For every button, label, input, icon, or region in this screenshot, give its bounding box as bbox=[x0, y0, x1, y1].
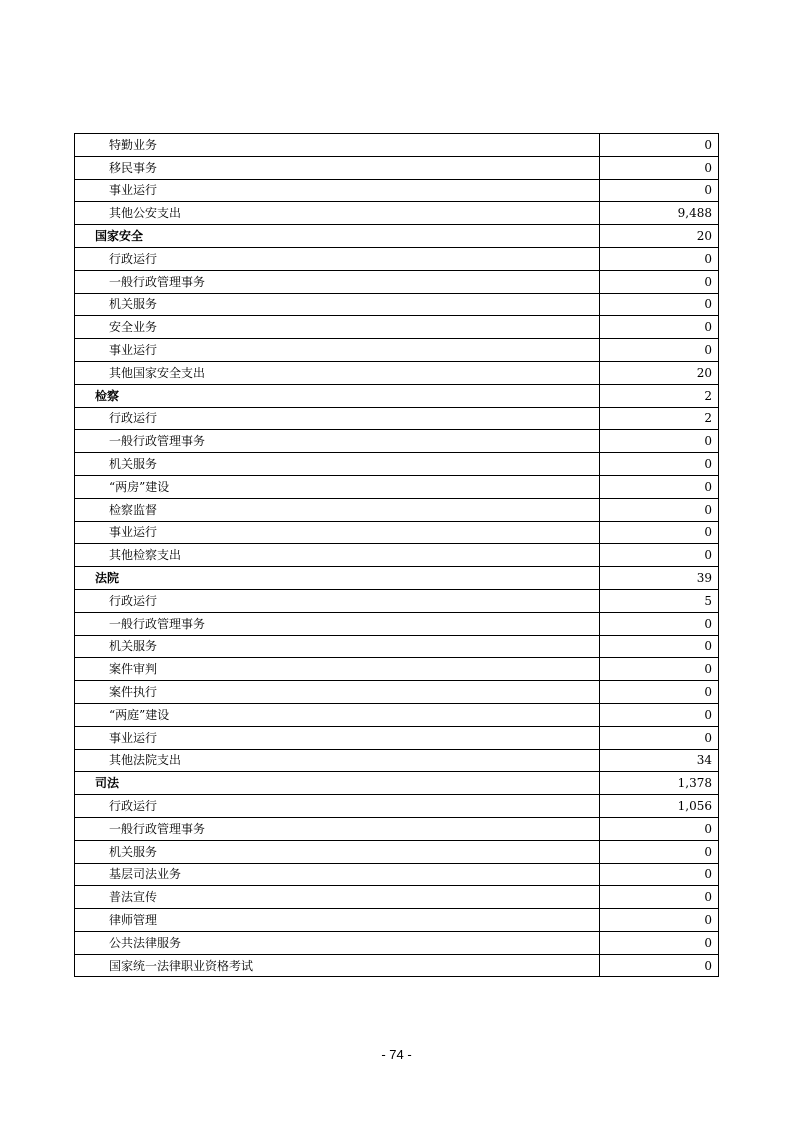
amount-cell: 0 bbox=[600, 703, 719, 726]
item-name: 机关服务 bbox=[75, 635, 600, 658]
table-row bbox=[75, 156, 719, 179]
item-name: 行政运行 bbox=[75, 407, 600, 430]
amount-cell: 0 bbox=[600, 658, 719, 681]
item-name: 基层司法业务 bbox=[75, 863, 600, 886]
amount-cell: 0 bbox=[600, 909, 719, 932]
amount-cell: 1,378 bbox=[600, 772, 719, 795]
table-row bbox=[75, 293, 719, 316]
item-name: 公共法律服务 bbox=[75, 931, 600, 954]
item-name: “两房”建设 bbox=[75, 475, 600, 498]
amount-cell: 0 bbox=[600, 498, 719, 521]
table-row bbox=[75, 521, 719, 544]
table-row bbox=[75, 589, 719, 612]
item-name: 其他检察支出 bbox=[75, 544, 600, 567]
item-name: 安全业务 bbox=[75, 316, 600, 339]
table-row bbox=[75, 179, 719, 202]
item-name: 行政运行 bbox=[75, 795, 600, 818]
amount-cell: 0 bbox=[600, 475, 719, 498]
table-row bbox=[75, 612, 719, 635]
table-row bbox=[75, 270, 719, 293]
item-name: 事业运行 bbox=[75, 179, 600, 202]
amount-cell: 0 bbox=[600, 886, 719, 909]
category-name: 检察 bbox=[75, 384, 600, 407]
table-row bbox=[75, 749, 719, 772]
item-name: 其他法院支出 bbox=[75, 749, 600, 772]
item-name: 检察监督 bbox=[75, 498, 600, 521]
amount-cell: 0 bbox=[600, 681, 719, 704]
amount-cell: 39 bbox=[600, 567, 719, 590]
item-name: 事业运行 bbox=[75, 726, 600, 749]
table-row bbox=[75, 954, 719, 977]
category-name: 国家安全 bbox=[75, 225, 600, 248]
item-name: 机关服务 bbox=[75, 293, 600, 316]
item-name: 普法宣传 bbox=[75, 886, 600, 909]
table-row bbox=[75, 247, 719, 270]
category-name: 司法 bbox=[75, 772, 600, 795]
amount-cell: 0 bbox=[600, 430, 719, 453]
table-row bbox=[75, 886, 719, 909]
item-name: 其他公安支出 bbox=[75, 202, 600, 225]
amount-cell: 0 bbox=[600, 339, 719, 362]
item-name: 移民事务 bbox=[75, 156, 600, 179]
amount-cell: 5 bbox=[600, 589, 719, 612]
table-row bbox=[75, 453, 719, 476]
table-row bbox=[75, 795, 719, 818]
amount-cell: 0 bbox=[600, 156, 719, 179]
amount-cell: 0 bbox=[600, 134, 719, 157]
item-name: 行政运行 bbox=[75, 247, 600, 270]
table-row bbox=[75, 339, 719, 362]
item-name: 案件执行 bbox=[75, 681, 600, 704]
table-row bbox=[75, 544, 719, 567]
amount-cell: 34 bbox=[600, 749, 719, 772]
amount-cell: 0 bbox=[600, 316, 719, 339]
amount-cell: 0 bbox=[600, 270, 719, 293]
item-name: 机关服务 bbox=[75, 840, 600, 863]
amount-cell: 0 bbox=[600, 544, 719, 567]
item-name: 一般行政管理事务 bbox=[75, 817, 600, 840]
item-name: 事业运行 bbox=[75, 339, 600, 362]
table-row bbox=[75, 475, 719, 498]
amount-cell: 0 bbox=[600, 453, 719, 476]
amount-cell: 0 bbox=[600, 247, 719, 270]
table-row bbox=[75, 407, 719, 430]
item-name: 一般行政管理事务 bbox=[75, 430, 600, 453]
table-row bbox=[75, 202, 719, 225]
amount-cell: 0 bbox=[600, 954, 719, 977]
table-row bbox=[75, 498, 719, 521]
table-row bbox=[75, 840, 719, 863]
amount-cell: 0 bbox=[600, 635, 719, 658]
item-name: 其他国家安全支出 bbox=[75, 361, 600, 384]
amount-cell: 0 bbox=[600, 817, 719, 840]
category-name: 法院 bbox=[75, 567, 600, 590]
amount-cell: 0 bbox=[600, 726, 719, 749]
item-name: 行政运行 bbox=[75, 589, 600, 612]
table-row bbox=[75, 863, 719, 886]
table-body bbox=[75, 134, 719, 977]
table-row bbox=[75, 703, 719, 726]
item-name: 一般行政管理事务 bbox=[75, 270, 600, 293]
amount-cell: 20 bbox=[600, 225, 719, 248]
amount-cell: 0 bbox=[600, 521, 719, 544]
table-row bbox=[75, 909, 719, 932]
category-row bbox=[75, 225, 719, 248]
item-name: 律师管理 bbox=[75, 909, 600, 932]
amount-cell: 0 bbox=[600, 840, 719, 863]
table-row bbox=[75, 658, 719, 681]
page-number: - 74 - bbox=[381, 1047, 412, 1062]
item-name: 案件审判 bbox=[75, 658, 600, 681]
table-row bbox=[75, 430, 719, 453]
amount-cell: 0 bbox=[600, 293, 719, 316]
table-row bbox=[75, 361, 719, 384]
amount-cell: 2 bbox=[600, 384, 719, 407]
table-row bbox=[75, 681, 719, 704]
table-row bbox=[75, 817, 719, 840]
category-row bbox=[75, 772, 719, 795]
amount-cell: 2 bbox=[600, 407, 719, 430]
amount-cell: 1,056 bbox=[600, 795, 719, 818]
item-name: 国家统一法律职业资格考试 bbox=[75, 954, 600, 977]
amount-cell: 0 bbox=[600, 179, 719, 202]
table-row bbox=[75, 134, 719, 157]
item-name: 一般行政管理事务 bbox=[75, 612, 600, 635]
table-row bbox=[75, 931, 719, 954]
expenditure-table bbox=[74, 133, 719, 977]
table-row bbox=[75, 635, 719, 658]
amount-cell: 9,488 bbox=[600, 202, 719, 225]
category-row bbox=[75, 384, 719, 407]
item-name: 事业运行 bbox=[75, 521, 600, 544]
category-row bbox=[75, 567, 719, 590]
amount-cell: 0 bbox=[600, 612, 719, 635]
amount-cell: 0 bbox=[600, 863, 719, 886]
amount-cell: 20 bbox=[600, 361, 719, 384]
table-row bbox=[75, 316, 719, 339]
item-name: “两庭”建设 bbox=[75, 703, 600, 726]
item-name: 机关服务 bbox=[75, 453, 600, 476]
item-name: 特勤业务 bbox=[75, 134, 600, 157]
amount-cell: 0 bbox=[600, 931, 719, 954]
table-row bbox=[75, 726, 719, 749]
